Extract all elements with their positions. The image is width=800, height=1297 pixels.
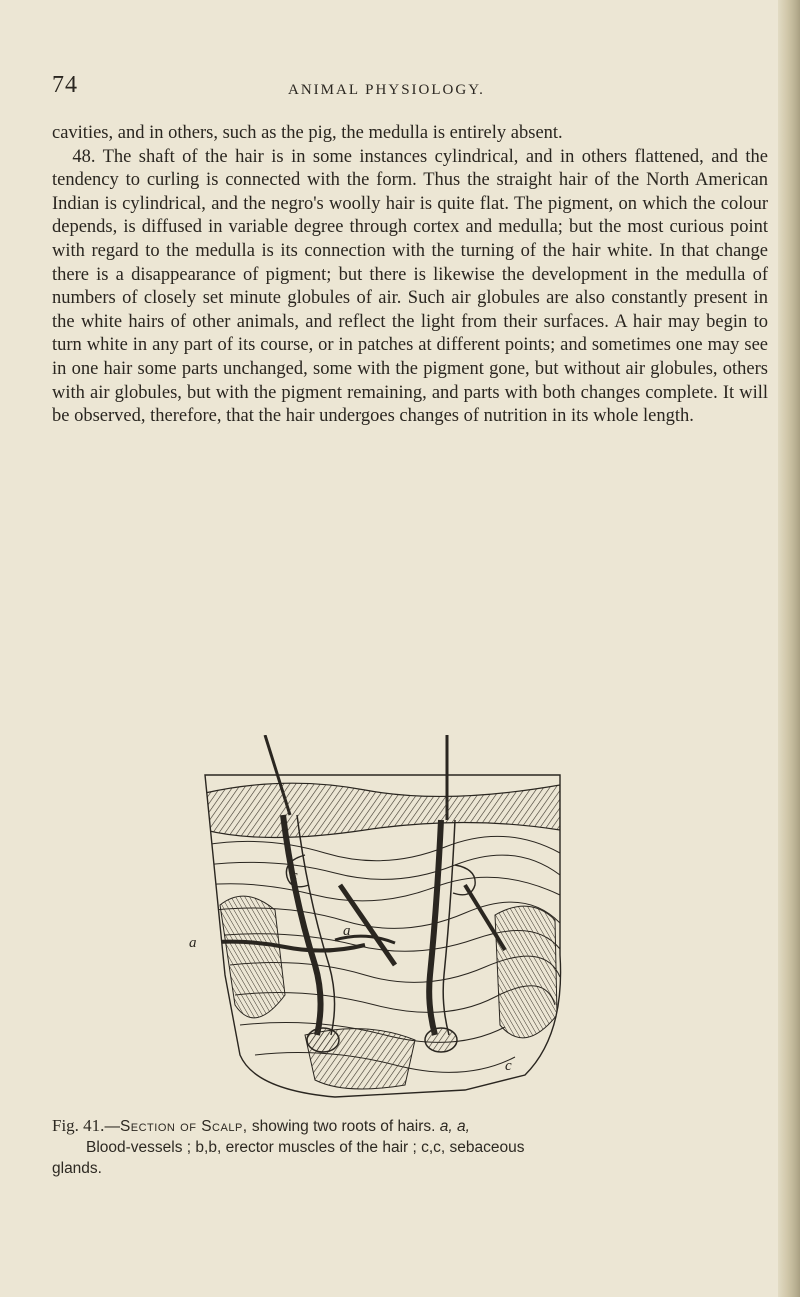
caption-key-a: a, a, (439, 1118, 470, 1135)
figure-caption (52, 1115, 768, 1179)
page-edge-shadow (778, 0, 800, 1297)
label-a-left: a (189, 935, 197, 951)
section-48-text: The shaft of the hair is in some instances cylindrical, and in others flattened, and the tendency to curling is connected with the form. Thus the straight hair of the North American Indian is cylindrical, and the negro's woolly hair is quite flat. The pigment, on which the colour depends, is diffused in variable degree through cortex and medulla; but the most curious point with regard to the medulla is its connection with the turning of the hair white. In that change there is a disappearance of pigment; but there is likewise the development in the medulla of numbers of closely set minute globules of air. Such air globules are also constantly present in the white hairs of other animals, and reflect the light from their surfaces. A hair may begin to turn white in any part of its course, or in patches at different points; and sometimes one may see in one hair some parts unchanged, some with the pigment gone, but without air globules, others with air globules, but with the pigment remaining, and parts with both changes complete. It will be observed, therefore, that the hair undergoes changes of nutrition in its whole length. (52, 146, 768, 427)
label-c-left: c (291, 868, 298, 884)
caption-title: Section of Scalp, (119, 1118, 248, 1135)
body-text (52, 122, 768, 429)
section-48-paragraph (52, 146, 768, 429)
figure-label: Fig. 41. (52, 1116, 105, 1135)
caption-line3: glands. (52, 1160, 102, 1177)
scalp-section-illustration (165, 735, 585, 1105)
running-title: ANIMAL PHYSIOLOGY. (288, 82, 485, 98)
continuation-paragraph: cavities, and in others, such as the pig, the medulla is entirely absent. (52, 123, 563, 143)
page-number: 74 (52, 72, 78, 98)
caption-line1: showing two roots of hairs. (251, 1118, 436, 1135)
caption-line2: Blood-vessels ; b,b, erector muscles of the hair ; c,c, sebaceous (86, 1139, 525, 1156)
section-number: 48. (72, 146, 96, 167)
tissue-block (205, 783, 560, 1089)
label-c-right: c (505, 1058, 512, 1074)
label-a-center: a (343, 923, 351, 939)
caption-dash: — (104, 1118, 120, 1135)
scalp-section-figure (165, 735, 585, 1105)
